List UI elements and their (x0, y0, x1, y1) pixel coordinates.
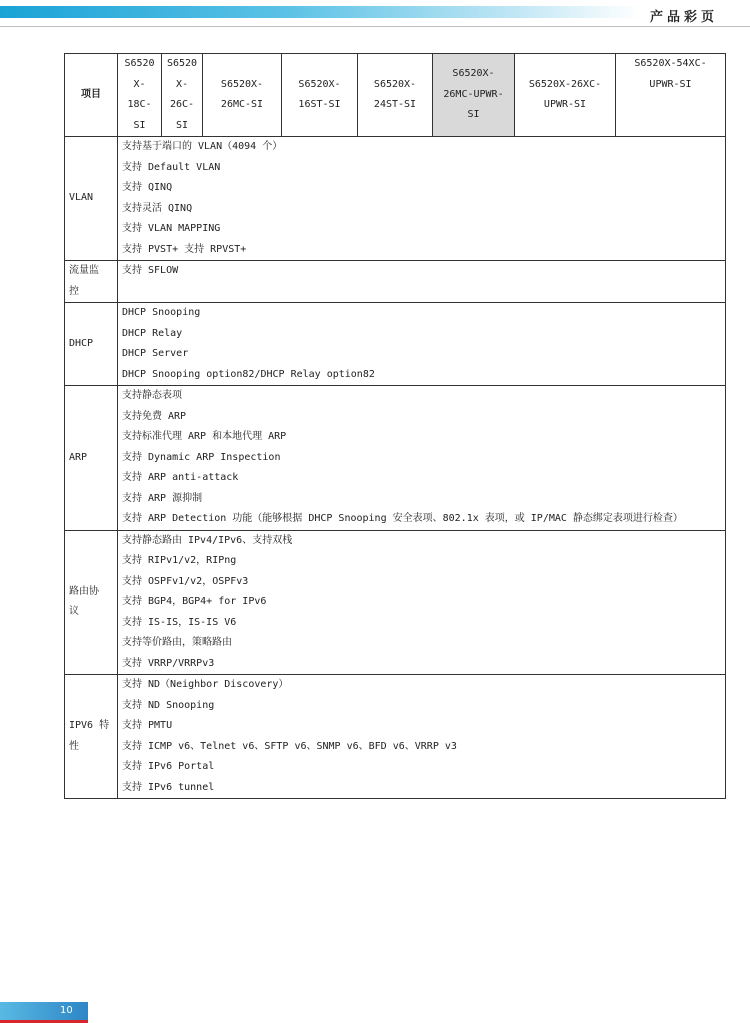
table-header-row (65, 54, 726, 137)
feature-list: 支持静态表项 支持免费 ARP 支持标准代理 ARP 和本地代理 ARP 支持 Dynamic ARP Inspection 支持 ARP anti-attack 支持 ARP 源抑制 支持 ARP Detection 功能（能够根据 DHCP Snooping 安全表项、802.1x 表项，或 IP/MAC 静态绑定表项进行检查） (118, 386, 726, 531)
table-row-dhcp (65, 303, 726, 386)
feature-list: 支持 SFLOW (118, 261, 726, 303)
feature-list: 支持静态路由 IPv4/IPv6、支持双栈 支持 RIPv1/v2，RIPng 支持 OSPFv1/v2，OSPFv3 支持 BGP4，BGP4+ for IPv6 支持 IS-IS，IS-IS V6 支持等价路由，策略路由 支持 VRRP/VRRPv3 (118, 530, 726, 675)
spec-table (64, 53, 726, 799)
table-row-vlan (65, 137, 726, 261)
model-header: S6520X-54XC- UPWR-SI (616, 54, 726, 137)
item-column-header: 项目 (65, 54, 118, 137)
header-color-bar (0, 6, 640, 18)
table-row-traffic-monitoring (65, 261, 726, 303)
model-header: S6520X- 24ST-SI (358, 54, 433, 137)
category-cell: IPV6 特 性 (65, 675, 118, 799)
category-cell: DHCP (65, 303, 118, 386)
table-row-ipv6-features (65, 675, 726, 799)
feature-list: 支持 ND（Neighbor Discovery） 支持 ND Snooping 支持 PMTU 支持 ICMP v6、Telnet v6、SFTP v6、SNMP v6、BFD v6、VRRP v3 支持 IPv6 Portal 支持 IPv6 tunnel (118, 675, 726, 799)
model-header-highlighted: S6520X- 26MC-UPWR- SI (433, 54, 515, 137)
table-row-arp (65, 386, 726, 531)
table-row-routing-protocol (65, 530, 726, 675)
category-cell: VLAN (65, 137, 118, 261)
model-header: S6520X- 16ST-SI (282, 54, 358, 137)
feature-list: 支持基于端口的 VLAN（4094 个） 支持 Default VLAN 支持 QINQ 支持灵活 QINQ 支持 VLAN MAPPING 支持 PVST+ 支持 RPVST+ (118, 137, 726, 261)
category-cell: ARP (65, 386, 118, 531)
category-cell: 流量监 控 (65, 261, 118, 303)
header-divider (0, 26, 750, 27)
page-number: 10 (60, 1005, 73, 1016)
category-cell: 路由协 议 (65, 530, 118, 675)
header-title: 产品彩页 (649, 10, 718, 25)
model-header: S6520 X- 18C- SI (118, 54, 162, 137)
model-header: S6520 X- 26C- SI (162, 54, 203, 137)
model-header: S6520X- 26MC-SI (203, 54, 282, 137)
feature-list: DHCP Snooping DHCP Relay DHCP Server DHCP Snooping option82/DHCP Relay option82 (118, 303, 726, 386)
footer-color-bar (0, 1002, 88, 1022)
model-header: S6520X-26XC- UPWR-SI (515, 54, 616, 137)
